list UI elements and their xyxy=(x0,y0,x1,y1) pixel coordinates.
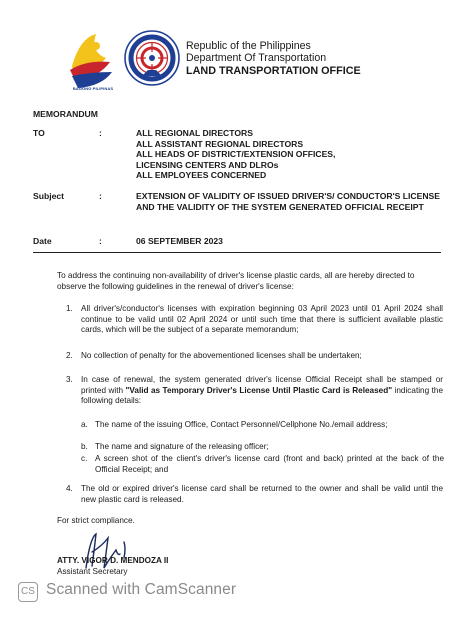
subject-text: EXTENSION OF VALIDITY OF ISSUED DRIVER'S/ CONDUCTOR'S LICENSE AND THE VALIDITY OF THE SYSTEM GENERATED OFFICIAL RECEIPT xyxy=(136,191,440,212)
signatory-name: ATTY. VIGOR D. MENDOZA II xyxy=(57,556,169,565)
subject-colon: : xyxy=(99,191,102,201)
recipient-line: LICENSING CENTERS AND DLROs xyxy=(136,159,279,170)
subitem-letter: c. xyxy=(81,454,88,463)
stamp-phrase: "Valid as Temporary Driver's License Until Plastic Card is Released" xyxy=(125,385,393,395)
to-recipients xyxy=(136,128,335,181)
item-text: The old or expired driver's license card shall be returned to the owner and shall be valid until the new plastic card is released. xyxy=(81,484,443,504)
item-number: 3. xyxy=(66,375,73,384)
signatory-title: Assistant Secretary xyxy=(57,567,128,576)
subitem-text: The name of the issuing Office, Contact Personnel/Cellphone No./email address; xyxy=(95,420,388,429)
bagong-pilipinas-caption: BAGONG PILIPINAS xyxy=(72,86,114,91)
recipient-line: ALL EMPLOYEES CONCERNED xyxy=(136,170,267,181)
item-text: All driver's/conductor's licenses with expiration beginning 03 April 2023 until 01 April 2024 shall continue to be valid until 02 April 2024 or until such time that there is sufficient available plastic cards, which will be the subject of a separate memorandum; xyxy=(81,304,443,335)
item-number: 4. xyxy=(66,484,73,493)
item-text-part: indicating the following details: xyxy=(81,385,443,406)
lto-seal-icon xyxy=(124,30,180,86)
recipient-line: ALL ASSISTANT REGIONAL DIRECTORS xyxy=(136,138,304,149)
header-divider xyxy=(33,252,441,253)
subitem-letter: b. xyxy=(81,442,88,451)
recipient-line: ALL REGIONAL DIRECTORS xyxy=(136,128,253,138)
subitem-text: The name and signature of the releasing officer; xyxy=(95,442,269,451)
closing-line: For strict compliance. xyxy=(57,516,135,525)
subitem-letter: a. xyxy=(81,420,88,429)
subject-label: Subject xyxy=(33,191,65,201)
date-colon: : xyxy=(99,236,102,246)
subitem-text: A screen shot of the client's driver's license card (front and back) printed at the back of the Official Receipt; and xyxy=(95,454,444,474)
to-label: TO xyxy=(33,128,45,138)
item-text xyxy=(81,375,443,407)
letterhead-logos xyxy=(66,26,180,98)
date-label: Date xyxy=(33,236,52,246)
letterhead-republic: Republic of the Philippines xyxy=(186,40,311,52)
date-text: 06 SEPTEMBER 2023 xyxy=(136,236,223,246)
to-colon: : xyxy=(99,128,102,138)
letterhead-text xyxy=(186,40,361,77)
camscanner-watermark: Scanned with CamScanner xyxy=(46,581,237,598)
recipient-line: ALL HEADS OF DISTRICT/EXTENSION OFFICES, xyxy=(136,149,336,160)
letterhead-office: LAND TRANSPORTATION OFFICE xyxy=(186,64,361,77)
intro-paragraph: To address the continuing non-availability of driver's license plastic cards, all are hereby directed to observe the following guidelines in the renewal of driver's license: xyxy=(57,271,415,291)
camscanner-logo-icon: CS xyxy=(18,582,38,602)
item-number: 1. xyxy=(66,304,73,313)
item-text: No collection of penalty for the abovementioned licenses shall be undertaken; xyxy=(81,351,362,360)
letterhead-department: Department Of Transportation xyxy=(186,52,327,65)
memo-label: MEMORANDUM xyxy=(33,109,98,119)
item-text-part: In case of renewal, the system generated driver's license Official Receipt shall be stamped or printed with xyxy=(81,375,443,395)
item-number: 2. xyxy=(66,351,73,360)
